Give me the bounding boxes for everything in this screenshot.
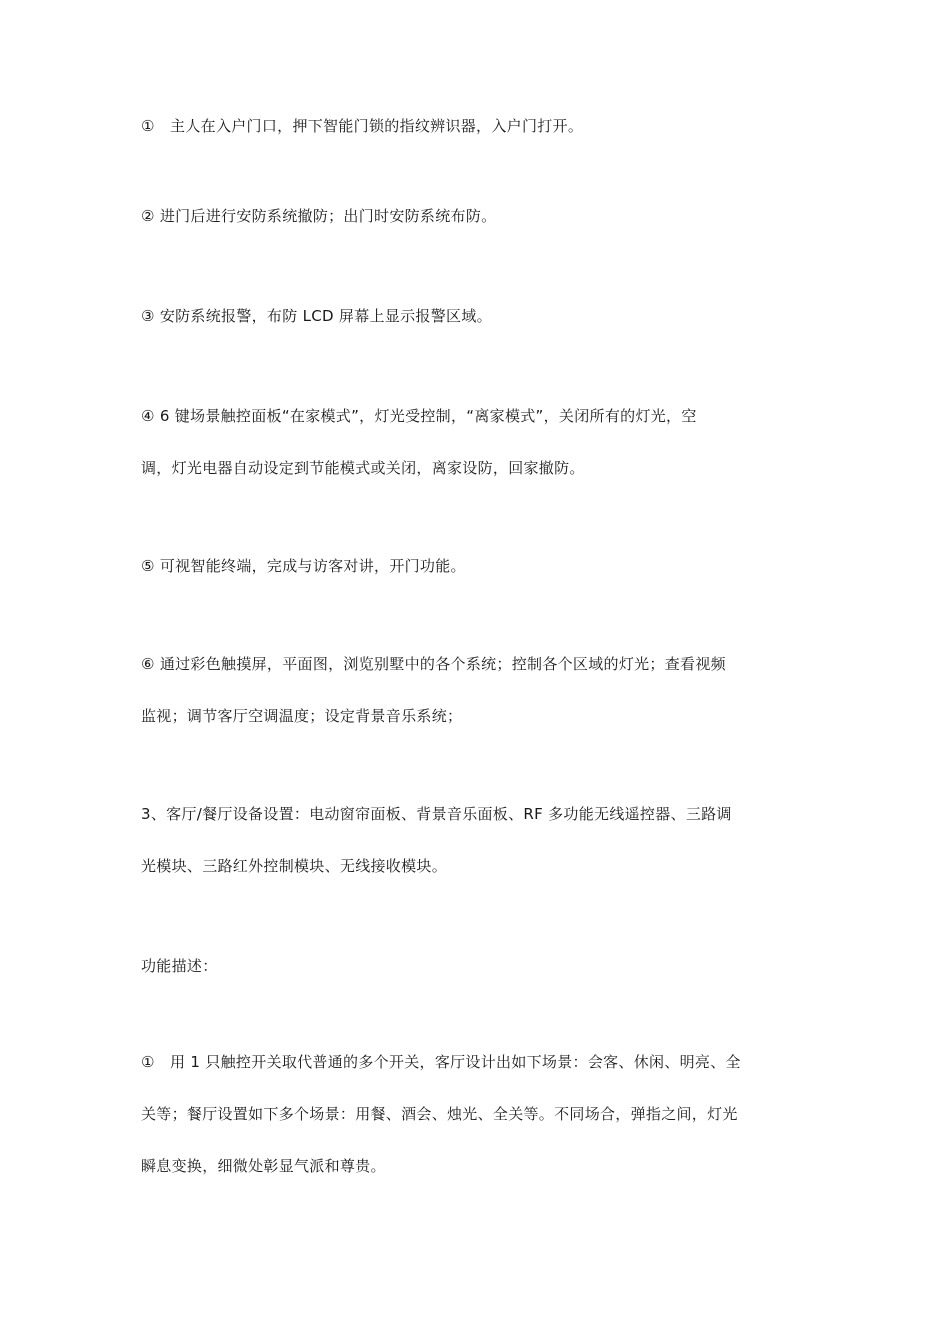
- paragraph-line: ③ 安防系统报警，布防 LCD 屏幕上显示报警区域。: [141, 307, 492, 325]
- paragraph-line: 光模块、三路红外控制模块、无线接收模块。: [141, 857, 448, 875]
- paragraph-2: [141, 190, 813, 242]
- paragraph-6: [141, 638, 813, 742]
- paragraph-line: 瞬息变换，细微处彰显气派和尊贵。: [141, 1157, 386, 1175]
- paragraph-1: [141, 100, 813, 152]
- paragraph-line: 关等；餐厅设置如下多个场景：用餐、酒会、烛光、全关等。不同场合，弹指之间，灯光: [141, 1105, 738, 1123]
- paragraph-5: [141, 540, 813, 592]
- paragraph-line: ④ 6 键场景触控面板“在家模式”，灯光受控制，“离家模式”，关闭所有的灯光，空: [141, 407, 697, 425]
- paragraph-line: 3、客厅/餐厅设备设置：电动窗帘面板、背景音乐面板、RF 多功能无线遥控器、三路调: [141, 805, 732, 823]
- paragraph-line: 调，灯光电器自动设定到节能模式或关闭，离家设防，回家撤防。: [141, 459, 585, 477]
- paragraph-line: 监视；调节客厅空调温度；设定背景音乐系统；: [141, 707, 463, 725]
- paragraph-4: [141, 390, 813, 494]
- paragraph-line: ⑥ 通过彩色触摸屏，平面图，浏览别墅中的各个系统；控制各个区域的灯光；查看视频: [141, 655, 726, 673]
- paragraph-7: [141, 788, 813, 892]
- paragraph-line: ⑤ 可视智能终端，完成与访客对讲，开门功能。: [141, 557, 466, 575]
- paragraph-9: [141, 1036, 813, 1192]
- paragraph-line: 功能描述：: [141, 957, 218, 975]
- paragraph-line: ① 主人在入户门口，押下智能门锁的指纹辨识器，入户门打开。: [141, 117, 584, 135]
- paragraph-line: ① 用 1 只触控开关取代普通的多个开关，客厅设计出如下场景：会客、休闲、明亮、全: [141, 1053, 741, 1071]
- section-heading-function-description: [141, 940, 813, 992]
- paragraph-line: ② 进门后进行安防系统撤防；出门时安防系统布防。: [141, 207, 497, 225]
- paragraph-3: [141, 290, 813, 342]
